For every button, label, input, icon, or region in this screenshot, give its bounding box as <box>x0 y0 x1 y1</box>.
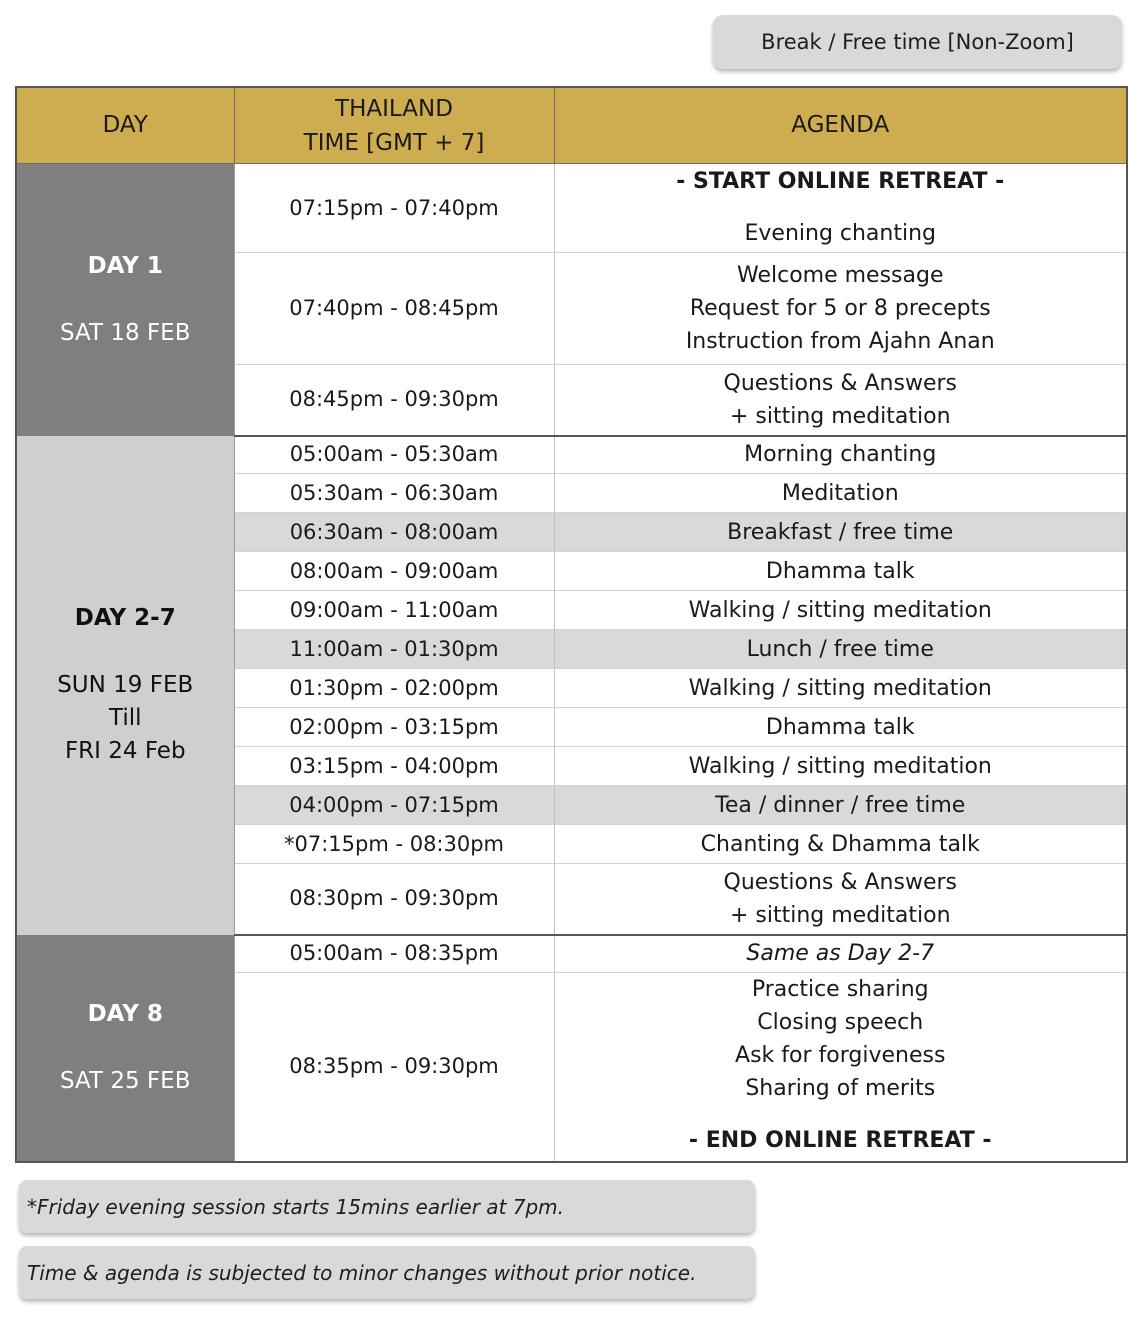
time-cell: 04:00pm - 07:15pm <box>234 786 554 825</box>
table-row <box>16 935 1127 973</box>
day1-date: SAT 18 FEB <box>60 319 191 346</box>
time-cell: 05:00am - 05:30am <box>234 436 554 474</box>
time-cell: 07:40pm - 08:45pm <box>234 253 554 365</box>
agenda-line: Questions & Answers <box>723 869 957 895</box>
note-friday-text: *Friday evening session starts 15mins earlier at 7pm. <box>27 1194 565 1219</box>
agenda-cell: Breakfast / free time <box>554 513 1127 552</box>
legend-label: Break / Free time [Non-Zoom] <box>761 30 1074 54</box>
start-retreat-marker: - START ONLINE RETREAT - <box>676 169 1005 194</box>
agenda-cell: Lunch / free time <box>554 630 1127 669</box>
day27-date-end: FRI 24 Feb <box>64 738 186 764</box>
agenda-cell <box>554 973 1127 1162</box>
agenda-cell: Meditation <box>554 474 1127 513</box>
day-cell-day8 <box>16 935 234 1162</box>
agenda-line: Evening chanting <box>744 221 937 246</box>
agenda-cell: Walking / sitting meditation <box>554 747 1127 786</box>
agenda-cell <box>554 253 1127 365</box>
time-cell: 02:00pm - 03:15pm <box>234 708 554 747</box>
agenda-cell <box>554 164 1127 253</box>
time-cell: 06:30am - 08:00am <box>234 513 554 552</box>
agenda-cell: Dhamma talk <box>554 708 1127 747</box>
table-row <box>16 436 1127 474</box>
time-cell: 08:30pm - 09:30pm <box>234 864 554 935</box>
header-time-line1: THAILAND <box>335 95 453 122</box>
agenda-line: Same as Day 2-7 <box>746 941 935 967</box>
note-schedule-changes <box>19 1246 755 1299</box>
retreat-schedule-table <box>15 86 1128 1163</box>
time-cell: 07:15pm - 07:40pm <box>234 164 554 253</box>
agenda-line: Questions & Answers <box>723 370 957 396</box>
note-changes-text: Time & agenda is subjected to minor changes without prior notice. <box>27 1260 697 1285</box>
agenda-line: Practice sharing <box>751 977 929 1002</box>
agenda-line: Ask for forgiveness <box>735 1043 946 1068</box>
time-cell: 01:30pm - 02:00pm <box>234 669 554 708</box>
agenda-cell: Morning chanting <box>554 436 1127 474</box>
agenda-line: Closing speech <box>757 1010 924 1035</box>
agenda-cell <box>554 935 1127 973</box>
day27-till: Till <box>108 705 142 731</box>
legend-break-free-time <box>713 15 1122 69</box>
time-cell: 09:00am - 11:00am <box>234 591 554 630</box>
end-retreat-marker: - END ONLINE RETREAT - <box>688 1128 992 1153</box>
agenda-cell: Tea / dinner / free time <box>554 786 1127 825</box>
agenda-line: Welcome message <box>737 263 944 288</box>
agenda-cell: Walking / sitting meditation <box>554 591 1127 630</box>
day1-title: DAY 1 <box>87 252 163 279</box>
day-cell-day2-7 <box>16 436 234 935</box>
header-time <box>234 87 554 164</box>
agenda-cell: Walking / sitting meditation <box>554 669 1127 708</box>
agenda-cell <box>554 864 1127 935</box>
header-day: DAY <box>16 87 234 164</box>
header-row <box>16 87 1127 164</box>
time-cell: 08:35pm - 09:30pm <box>234 973 554 1162</box>
day-cell-day1 <box>16 164 234 436</box>
agenda-cell: Dhamma talk <box>554 552 1127 591</box>
time-cell: 11:00am - 01:30pm <box>234 630 554 669</box>
time-cell: 08:45pm - 09:30pm <box>234 365 554 436</box>
header-agenda: AGENDA <box>554 87 1127 164</box>
day27-title: DAY 2-7 <box>74 605 176 631</box>
agenda-line: Sharing of merits <box>745 1076 936 1101</box>
agenda-line: Instruction from Ajahn Anan <box>685 329 995 354</box>
day27-date-start: SUN 19 FEB <box>57 672 194 698</box>
time-cell: 08:00am - 09:00am <box>234 552 554 591</box>
header-time-line2: TIME [GMT + 7] <box>303 129 485 156</box>
time-cell: *07:15pm - 08:30pm <box>234 825 554 864</box>
day8-date: SAT 25 FEB <box>60 1067 191 1094</box>
agenda-cell: Chanting & Dhamma talk <box>554 825 1127 864</box>
time-cell: 03:15pm - 04:00pm <box>234 747 554 786</box>
agenda-cell <box>554 365 1127 436</box>
time-cell: 05:30am - 06:30am <box>234 474 554 513</box>
note-friday-session <box>19 1180 755 1233</box>
agenda-line: Request for 5 or 8 precepts <box>689 296 991 321</box>
agenda-line: + sitting meditation <box>729 403 951 429</box>
table-row <box>16 164 1127 253</box>
day8-title: DAY 8 <box>87 1000 163 1027</box>
agenda-line: + sitting meditation <box>729 902 951 928</box>
time-cell: 05:00am - 08:35pm <box>234 935 554 973</box>
